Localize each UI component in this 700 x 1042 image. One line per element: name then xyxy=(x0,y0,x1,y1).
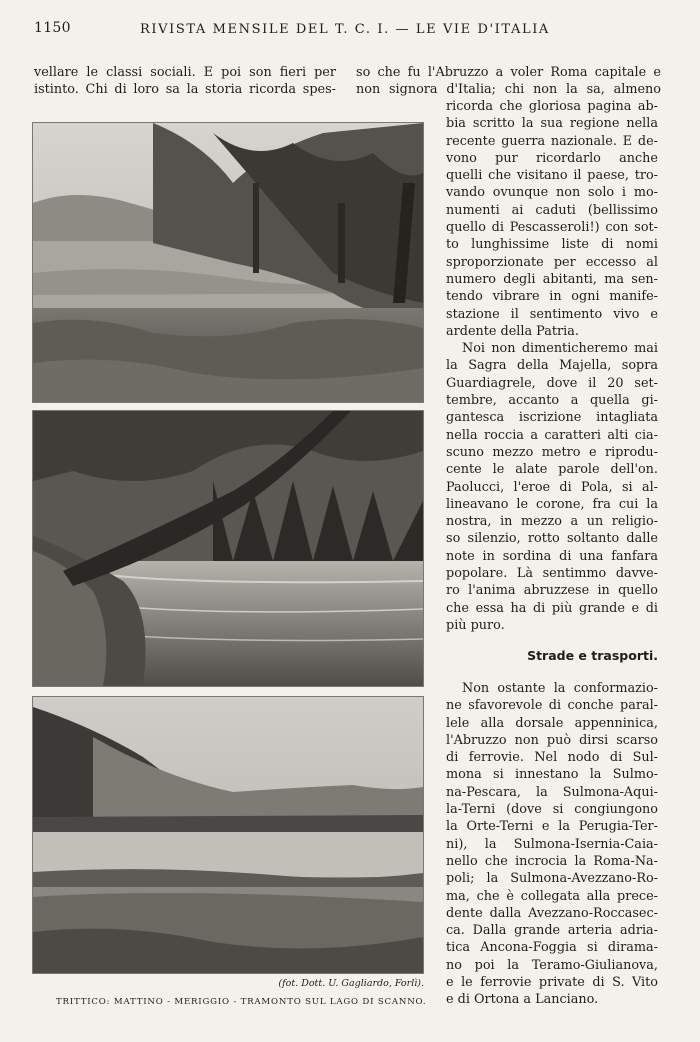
text-line: scuno mezzo metro e riprodu- xyxy=(446,444,658,460)
text-line: note in sordina di una fanfara xyxy=(446,548,658,564)
section-heading: Strade e trasporti. xyxy=(527,648,658,663)
text-line: to lunghissime liste di nomi xyxy=(446,237,658,253)
article-column xyxy=(446,98,658,634)
text-line: numenti ai caduti (bellissimo xyxy=(446,202,658,218)
text-line: lineavano le corone, fra cui la xyxy=(446,496,658,512)
photo-lake-midday xyxy=(32,410,424,687)
text-line: quello di Pescasseroli!) con sot- xyxy=(446,220,658,236)
text-line: ne sfavorevole di conche paral- xyxy=(446,698,658,714)
text-line: la-Terni (dove si congiungono xyxy=(446,802,658,818)
running-head: RIVISTA MENSILE DEL T. C. I. — LE VIE D'ITALIA xyxy=(140,22,550,37)
text-line: più puro. xyxy=(446,617,505,633)
text-line: vellare le classi sociali. E poi son fieri per xyxy=(34,65,336,80)
text-line: cente le alate parole dell'on. xyxy=(446,462,658,478)
text-line: nostra, in mezzo a un religio- xyxy=(446,514,658,530)
text-line: e le ferrovie private di S. Vito xyxy=(446,975,658,991)
text-line: dente dalla Avezzano-Roccasec- xyxy=(446,905,658,921)
text-line: la Sagra della Majella, sopra xyxy=(446,358,658,374)
text-line: poli; la Sulmona-Avezzano-Ro- xyxy=(446,871,658,887)
text-line: nella roccia a caratteri alti cia- xyxy=(446,427,658,443)
text-line: la Orte-Terni e la Perugia-Ter- xyxy=(446,819,658,835)
text-line: di ferrovie. Nel nodo di Sul- xyxy=(446,750,658,766)
text-line: nello che incrocia la Roma-Na- xyxy=(446,853,658,869)
text-line: popolare. Là sentimmo davve- xyxy=(446,566,658,582)
text-line: Non ostante la conformazio- xyxy=(462,681,658,696)
text-line: recente guerra nazionale. E de- xyxy=(446,133,658,149)
text-line: numero degli abitanti, ma sen- xyxy=(446,271,658,287)
text-line: Paolucci, l'eroe di Pola, si al- xyxy=(446,479,658,495)
text-line: ricorda che gloriosa pagina ab- xyxy=(446,99,658,114)
text-line: istinto. Chi di loro sa la storia ricorda spes- xyxy=(34,82,336,97)
text-line: ca. Dalla grande arteria adria- xyxy=(446,923,658,939)
text-line: so che fu l'Abruzzo a voler Roma capitale e xyxy=(356,65,661,80)
top-left-text xyxy=(34,64,336,98)
text-line: ro l'anima abruzzese in quello xyxy=(446,583,658,599)
text-line: ma, che è collegata alla prece- xyxy=(446,888,658,904)
text-line: gantesca iscrizione intagliata xyxy=(446,410,658,426)
text-line: tica Ancona-Foggia si dirama- xyxy=(446,940,658,956)
text-line: vono pur ricordarlo anche xyxy=(446,150,658,166)
section-column xyxy=(446,680,658,1009)
text-line: vando ovunque non solo i mo- xyxy=(446,185,658,201)
text-line: sproporzionate per eccesso al xyxy=(446,254,658,270)
text-line: mona si innestano la Sulmo- xyxy=(446,767,658,783)
text-line: ardente della Patria. xyxy=(446,323,579,339)
text-line: no poi la Teramo-Giulianova, xyxy=(446,957,658,973)
text-line: l'Abruzzo non può dirsi scarso xyxy=(446,732,658,748)
text-line: che essa ha di più grande e di xyxy=(446,600,658,616)
text-line: tembre, accanto a quella gi- xyxy=(446,393,658,409)
photo-caption: TRITTICO: MATTINO - MERIGGIO - TRAMONTO SUL LAGO DI SCANNO. xyxy=(56,997,427,1007)
photo-lake-morning xyxy=(32,122,424,403)
text-line: lele alla dorsale appenninica, xyxy=(446,715,658,731)
text-line: bia scritto la sua regione nella xyxy=(446,116,658,132)
text-line: tendo vibrare in ogni manife- xyxy=(446,289,658,305)
text-line: ni), la Sulmona-Isernia-Caia- xyxy=(446,836,658,852)
text-line: na-Pescara, la Sulmona-Aqui- xyxy=(446,784,658,800)
page-number: 1150 xyxy=(34,20,71,36)
photo-credit: (fot. Dott. U. Gagliardo, Forlì). xyxy=(278,978,424,989)
text-line: stazione il sentimento vivo e xyxy=(446,306,658,322)
text-line: Noi non dimenticheremo mai xyxy=(462,341,658,357)
text-line: quelli che visitano il paese, tro- xyxy=(446,168,658,184)
text-line: so silenzio, rotto soltanto dalle xyxy=(446,531,658,547)
text-line: non signora d'Italia; chi non la sa, almeno xyxy=(356,82,661,97)
text-line: e di Ortona a Lanciano. xyxy=(446,992,599,1008)
photo-lake-sunset xyxy=(32,696,424,974)
top-right-text xyxy=(356,64,661,98)
text-line: Guardiagrele, dove il 20 set- xyxy=(446,375,658,391)
